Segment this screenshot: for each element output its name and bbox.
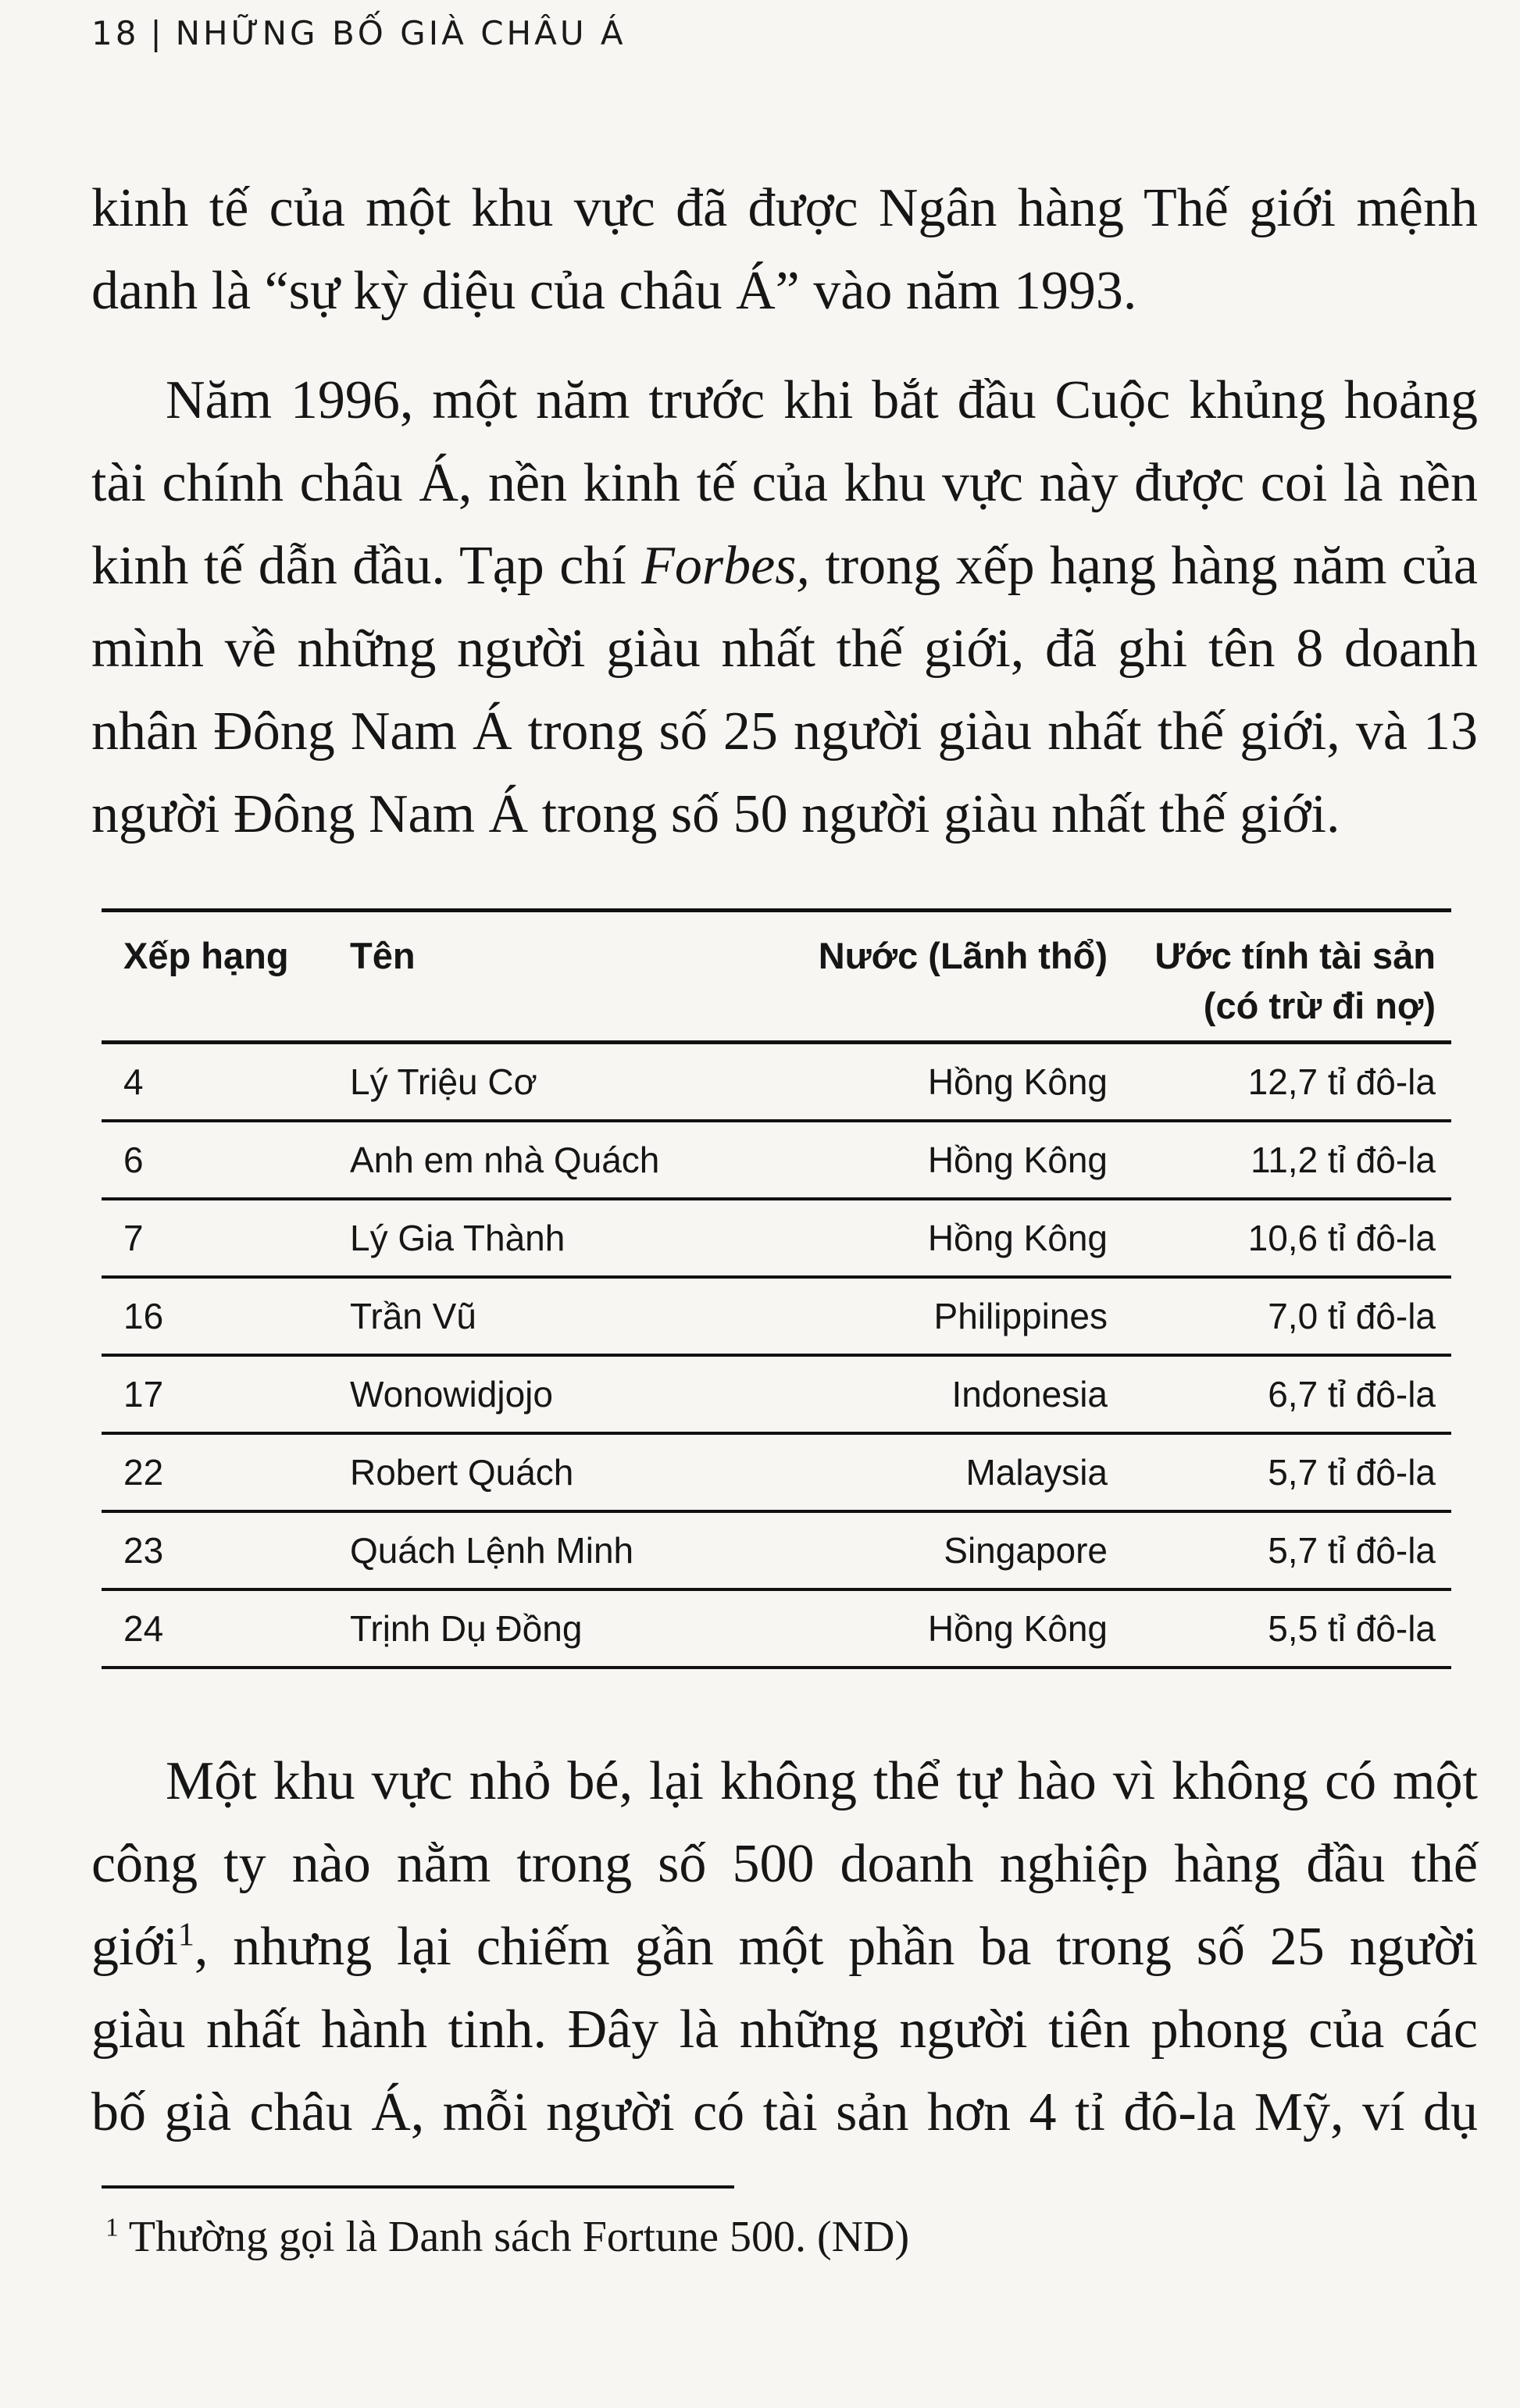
paragraph-line: kinh tế của một khu vực đã được Ngân hàng Thế giới mệnh <box>91 178 1478 238</box>
table-row <box>102 1511 1451 1589</box>
paragraph-line: Năm 1996, một năm trước khi bắt đầu Cuộc khủng hoảng <box>166 370 1478 430</box>
header-separator: | <box>150 14 165 52</box>
paragraph-line: tài chính châu Á, nền kinh tế của khu vực này được coi là nền <box>91 453 1478 513</box>
footnote-text: Thường gọi là Danh sách Fortune 500. (ND) <box>118 2213 910 2261</box>
header-rank: Xếp hạng <box>123 935 289 976</box>
cell-name: Robert Quách <box>350 1452 574 1493</box>
header-wealth-line2: (có trừ đi nợ) <box>1203 985 1436 1026</box>
cell-country: Malaysia <box>965 1452 1108 1493</box>
paragraph-line <box>91 525 1478 608</box>
paragraph-line: bố già châu Á, mỗi người có tài sản hơn 4 tỉ đô-la Mỹ, ví dụ <box>91 2082 1478 2142</box>
paragraph-line: danh là “sự kỳ diệu của châu Á” vào năm 1993. <box>91 261 1137 321</box>
footnote <box>105 2212 909 2262</box>
table-row <box>102 1277 1451 1355</box>
cell-rank: 22 <box>123 1452 164 1493</box>
cell-rank: 4 <box>123 1061 144 1102</box>
cell-country: Hồng Kông <box>927 1061 1108 1102</box>
footnote-marker: 1 <box>105 2213 119 2242</box>
cell-country: Hồng Kông <box>927 1608 1108 1649</box>
text-run: giới <box>91 1917 178 1977</box>
footnote-ref: 1 <box>177 1917 194 1953</box>
paragraph-line: nhân Đông Nam Á trong số 25 người giàu nhất thế giới, và 13 <box>91 701 1478 762</box>
running-header <box>91 14 626 52</box>
table-row <box>102 1043 1451 1122</box>
cell-wealth: 7,0 tỉ đô-la <box>1268 1296 1436 1336</box>
page-number: 18 <box>91 14 140 52</box>
cell-wealth: 6,7 tỉ đô-la <box>1268 1374 1436 1414</box>
table-row <box>102 1121 1451 1199</box>
text-run: trong xếp hạng hàng năm của <box>809 536 1478 596</box>
cell-wealth: 10,6 tỉ đô-la <box>1247 1218 1436 1258</box>
cell-wealth: 5,7 tỉ đô-la <box>1268 1452 1436 1493</box>
paragraph-line: người Đông Nam Á trong số 50 người giàu nhất thế giới. <box>91 784 1340 844</box>
paragraph-line: Một khu vực nhỏ bé, lại không thể tự hào vì không có một <box>166 1751 1478 1811</box>
cell-country: Singapore <box>944 1530 1108 1571</box>
cell-rank: 6 <box>123 1140 144 1180</box>
table-row <box>102 1355 1451 1433</box>
text-run: kinh tế dẫn đầu. Tạp chí <box>91 536 642 596</box>
cell-country: Indonesia <box>951 1374 1108 1414</box>
cell-country: Philippines <box>933 1296 1108 1336</box>
cell-rank: 17 <box>123 1374 164 1414</box>
header-country: Nước (Lãnh thổ) <box>818 935 1108 976</box>
cell-name: Anh em nhà Quách <box>350 1140 660 1180</box>
table-row <box>102 1199 1451 1277</box>
table-row <box>102 1433 1451 1511</box>
cell-wealth: 11,2 tỉ đô-la <box>1251 1140 1436 1180</box>
cell-name: Trần Vũ <box>350 1296 476 1336</box>
table-row <box>102 1589 1451 1668</box>
cell-name: Lý Gia Thành <box>350 1218 566 1258</box>
paragraph-2 <box>91 359 1478 856</box>
magazine-name: Forbes, <box>641 536 810 596</box>
text-run: , nhưng lại chiếm gần một phần ba trong số 25 người <box>194 1917 1478 1977</box>
paragraph-line <box>91 1906 1478 1989</box>
rich-list-table <box>102 908 1451 1669</box>
cell-name: Quách Lệnh Minh <box>350 1530 634 1571</box>
cell-rank: 16 <box>123 1296 164 1336</box>
cell-name: Lý Triệu Cơ <box>350 1061 537 1102</box>
cell-country: Hồng Kông <box>927 1140 1108 1180</box>
paragraph-3 <box>91 1740 1478 2154</box>
book-title: NHỮNG BỐ GIÀ CHÂU Á <box>175 14 626 52</box>
paragraph-line: mình về những người giàu nhất thế giới, đã ghi tên 8 doanh <box>91 619 1478 679</box>
cell-rank: 23 <box>123 1530 164 1571</box>
cell-name: Wonowidjojo <box>350 1374 553 1414</box>
cell-name: Trịnh Dụ Đồng <box>350 1608 583 1649</box>
cell-country: Hồng Kông <box>927 1218 1108 1258</box>
paragraph-line: giàu nhất hành tinh. Đây là những người tiên phong của các <box>91 2000 1478 2060</box>
cell-rank: 24 <box>123 1608 164 1649</box>
footnote-divider <box>102 2185 734 2189</box>
cell-wealth: 5,5 tỉ đô-la <box>1268 1608 1436 1649</box>
cell-wealth: 12,7 tỉ đô-la <box>1247 1061 1436 1102</box>
table-header-row <box>102 911 1451 1043</box>
header-wealth-line1: Ước tính tài sản <box>1154 935 1436 976</box>
paragraph-1 <box>91 167 1478 333</box>
cell-wealth: 5,7 tỉ đô-la <box>1268 1530 1436 1571</box>
header-name: Tên <box>350 935 416 976</box>
header-wealth <box>1108 911 1451 1043</box>
cell-rank: 7 <box>123 1218 144 1258</box>
paragraph-line: công ty nào nằm trong số 500 doanh nghiệp hàng đầu thế <box>91 1834 1478 1894</box>
